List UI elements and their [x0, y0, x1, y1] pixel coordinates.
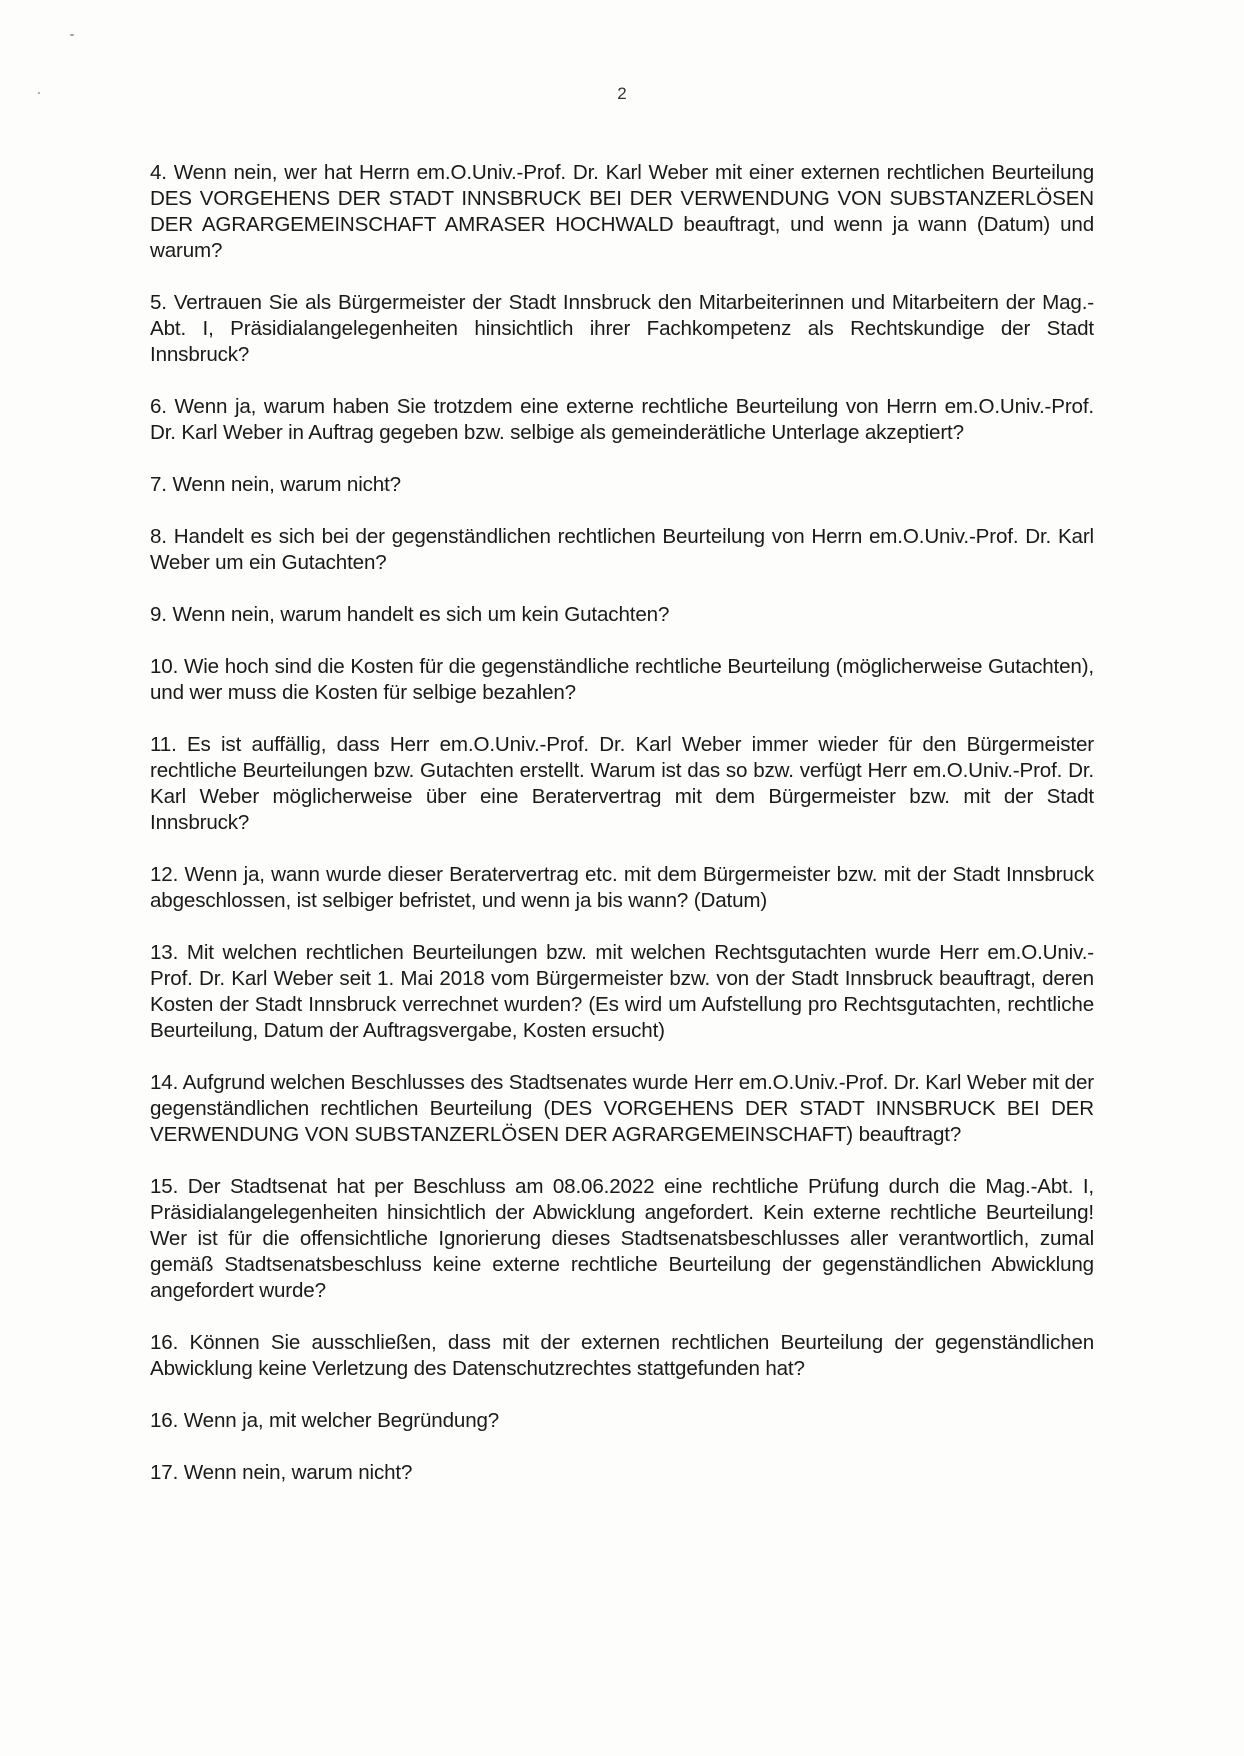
question-13: 13. Mit welchen rechtlichen Beurteilungen bzw. mit welchen Rechtsgutachten wurde Herr em.O.Univ.-Prof. Dr. Karl Weber seit 1. Mai 2018 vom Bürgermeister bzw. von der Stadt Innsbruck beauftragt, deren Kosten der Stadt Innsbruck verrechnet wurden? (Es wird um Aufstellung pro Rechtsgutachten, rechtliche Beurteilung, Datum der Auftragsvergabe, Kosten ersucht) [150, 941, 1094, 1042]
question-5: 5. Vertrauen Sie als Bürgermeister der Stadt Innsbruck den Mitarbeiterinnen und Mitarbeitern der Mag.-Abt. I, Präsidialangelegenheiten hinsichtlich ihrer Fachkompetenz als Rechtskundige der Stadt Innsbruck? [150, 291, 1094, 366]
question-15: 15. Der Stadtsenat hat per Beschluss am 08.06.2022 eine rechtliche Prüfung durch die Mag.-Abt. I, Präsidialangelegenheiten hinsichtlich der Abwicklung angefordert. Kein externe rechtliche Beurteilung! Wer ist für die offensichtliche Ignorierung dieses Stadtsenatsbeschlusses aller verantwortlich, zumal gemäß Stadtsenatsbeschluss keine externe rechtliche Beurteilung der gegenständlichen Abwicklung angefordert wurde? [150, 1175, 1094, 1302]
question-14: 14. Aufgrund welchen Beschlusses des Stadtsenates wurde Herr em.O.Univ.-Prof. Dr. Karl Weber mit der gegenständlichen rechtlichen Beurteilung (DES VORGEHENS DER STADT INNSBRUCK BEI DER VERWENDUNG VON SUBSTANZERLÖSEN DER AGRARGEMEINSCHAFT) beauftragt? [150, 1071, 1094, 1146]
question-4: 4. Wenn nein, wer hat Herrn em.O.Univ.-Prof. Dr. Karl Weber mit einer externen rechtlichen Beurteilung DES VORGEHENS DER STADT INNSBRUCK BEI DER VERWENDUNG VON SUBSTANZERLÖSEN DER AGRARGEMEINSCHAFT AMRASER HOCHWALD beauftragt, und wenn ja wann (Datum) und warum? [150, 161, 1094, 262]
question-16b: 16. Wenn ja, mit welcher Begründung? [150, 1409, 500, 1432]
question-list [150, 160, 1094, 1512]
question-16a: 16. Können Sie ausschließen, dass mit der externen rechtlichen Beurteilung der gegenständlichen Abwicklung keine Verletzung des Datenschutzrechtes stattgefunden hat? [150, 1331, 1094, 1380]
question-8: 8. Handelt es sich bei der gegenständlichen rechtlichen Beurteilung von Herrn em.O.Univ.-Prof. Dr. Karl Weber um ein Gutachten? [150, 525, 1094, 574]
scan-speck [70, 34, 74, 36]
scan-speck [38, 92, 40, 94]
question-11: 11. Es ist auffällig, dass Herr em.O.Univ.-Prof. Dr. Karl Weber immer wieder für den Bürgermeister rechtliche Beurteilungen bzw. Gutachten erstellt. Warum ist das so bzw. verfügt Herr em.O.Univ.-Prof. Dr. Karl Weber möglicherweise über eine Beratervertrag mit dem Bürgermeister bzw. mit der Stadt Innsbruck? [150, 733, 1094, 834]
question-17: 17. Wenn nein, warum nicht? [150, 1461, 413, 1484]
question-10: 10. Wie hoch sind die Kosten für die gegenständliche rechtliche Beurteilung (möglicherweise Gutachten), und wer muss die Kosten für selbige bezahlen? [150, 655, 1094, 704]
question-9: 9. Wenn nein, warum handelt es sich um kein Gutachten? [150, 603, 670, 626]
question-7: 7. Wenn nein, warum nicht? [150, 473, 401, 496]
page-number: 2 [617, 84, 627, 103]
question-6: 6. Wenn ja, warum haben Sie trotzdem eine externe rechtliche Beurteilung von Herrn em.O.Univ.-Prof. Dr. Karl Weber in Auftrag gegeben bzw. selbige als gemeinderätliche Unterlage akzeptiert? [150, 395, 1094, 444]
question-12: 12. Wenn ja, wann wurde dieser Beratervertrag etc. mit dem Bürgermeister bzw. mit der Stadt Innsbruck abgeschlossen, ist selbiger befristet, und wenn ja bis wann? (Datum) [150, 863, 1094, 912]
